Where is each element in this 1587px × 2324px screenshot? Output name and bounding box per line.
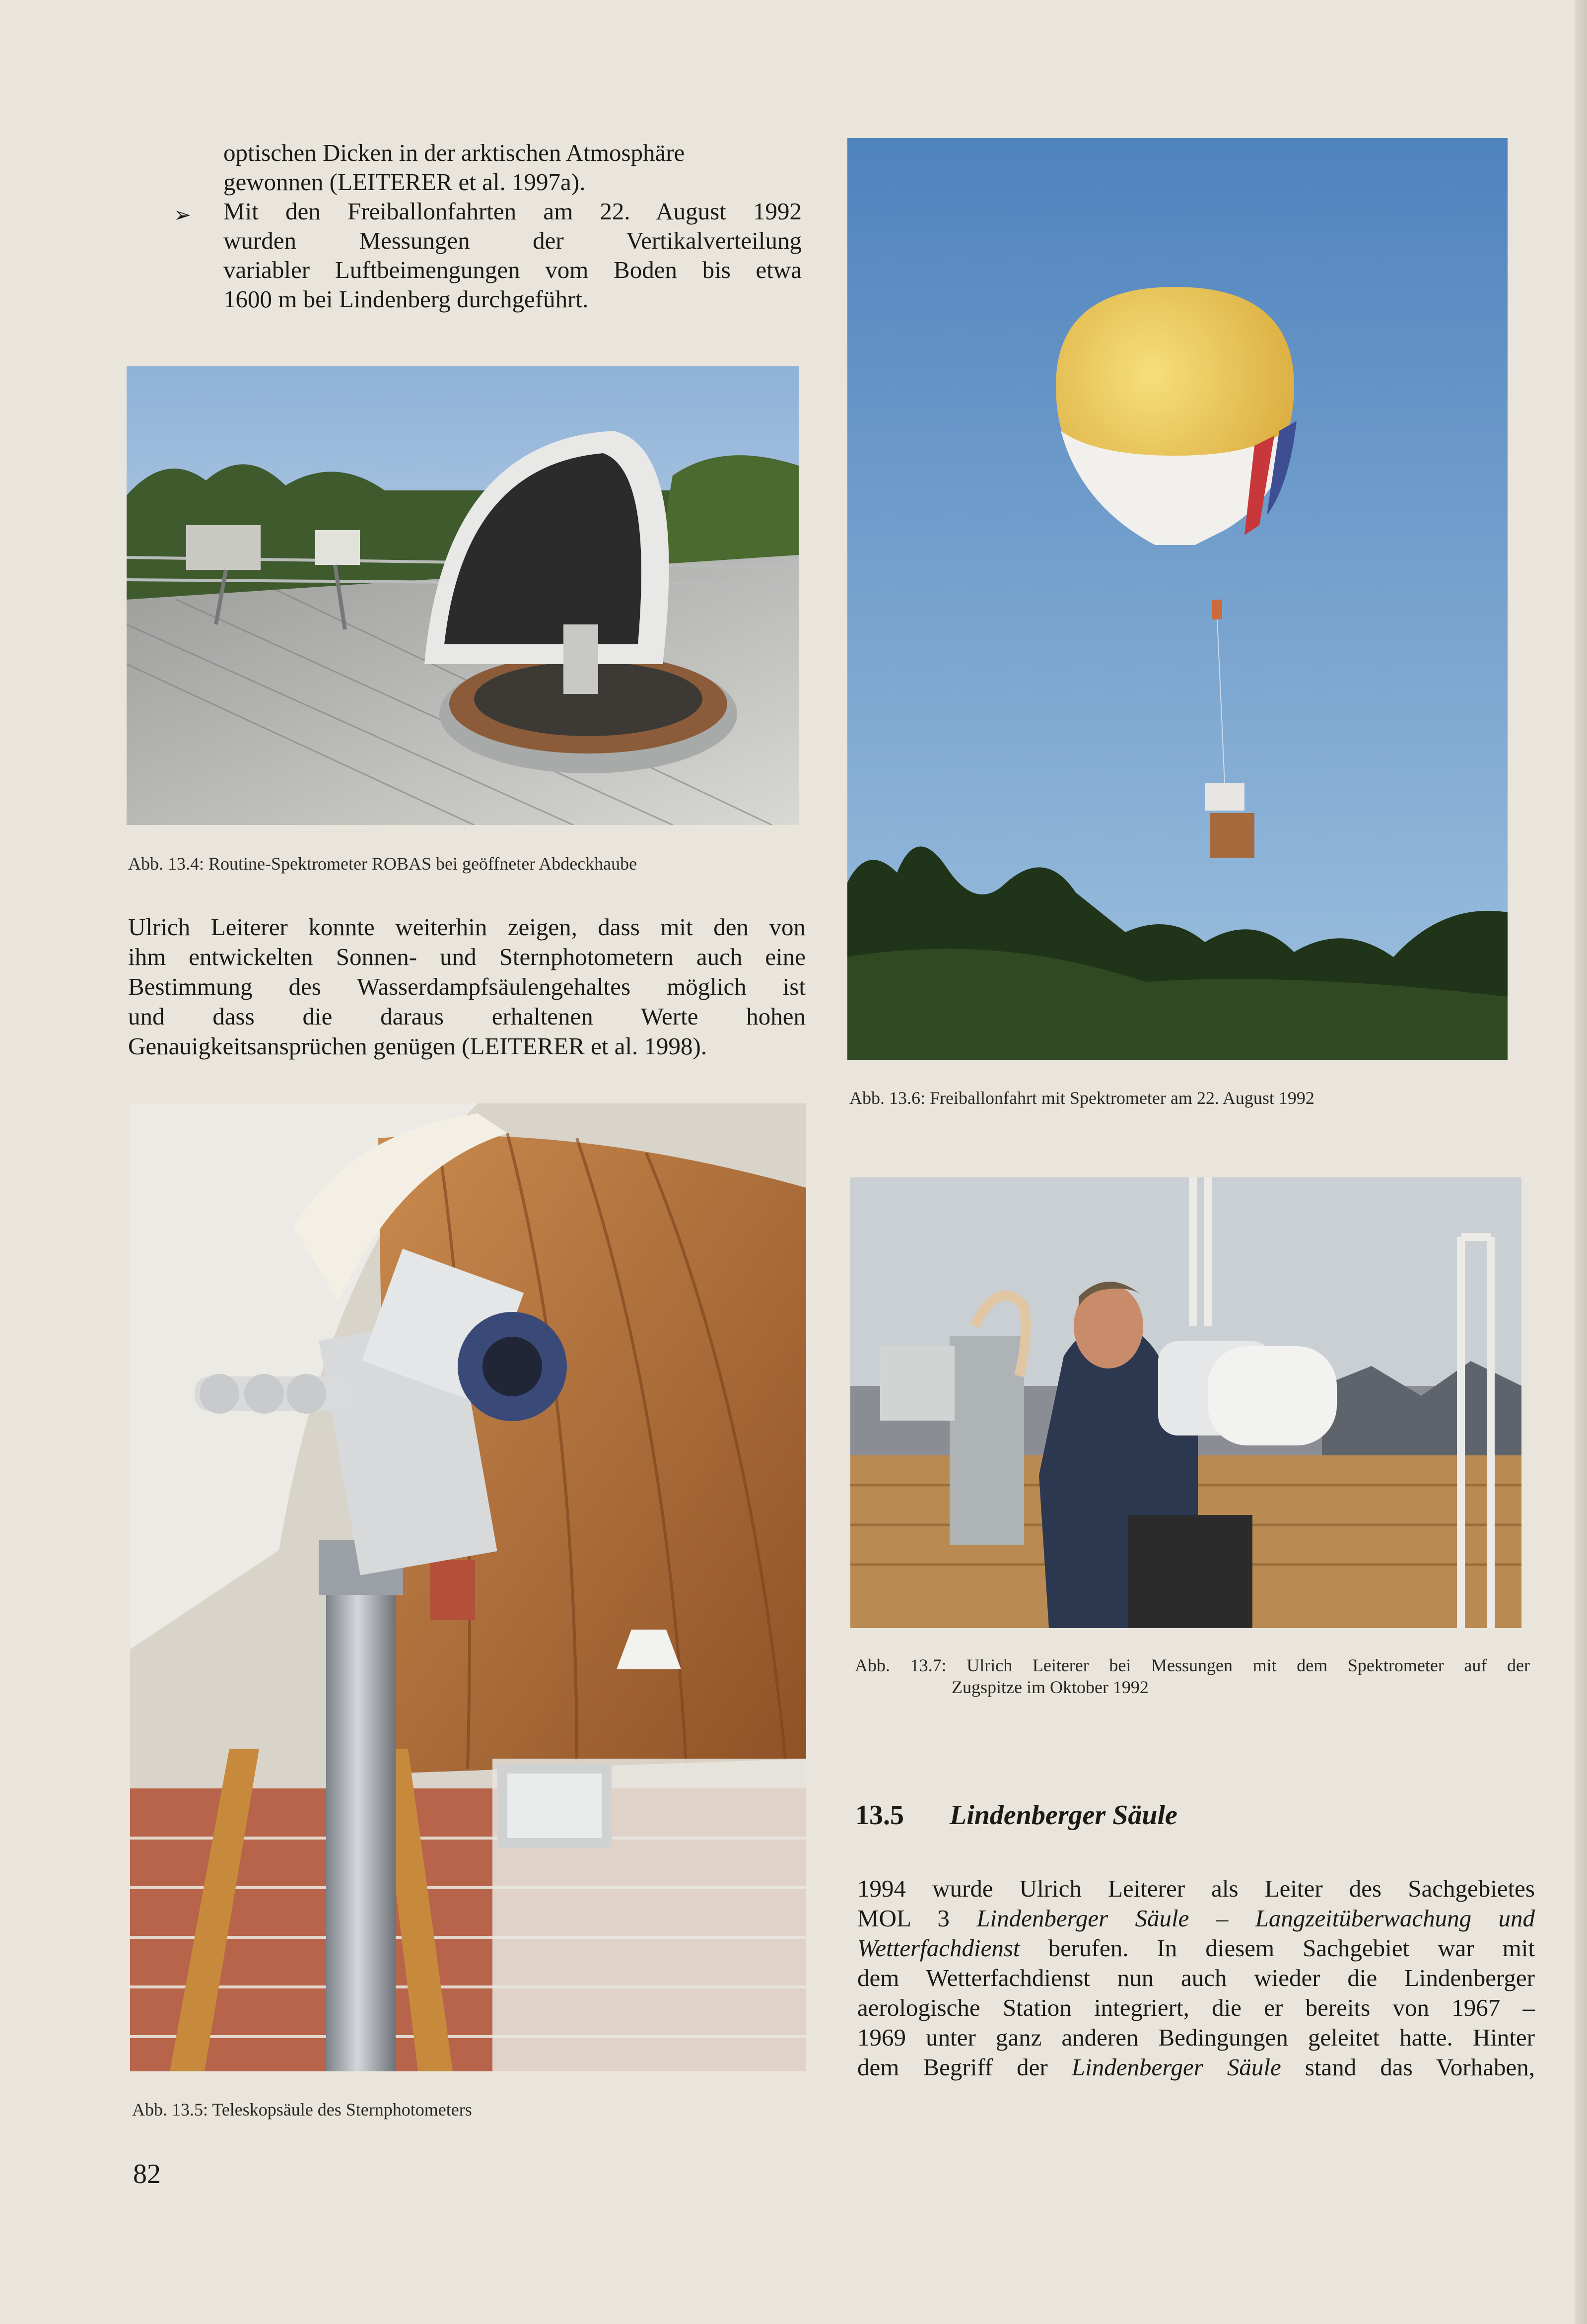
bullet-marker: ➢ <box>174 203 192 227</box>
text-run: dem Begriff der <box>857 2053 1072 2081</box>
text-run: berufen. In diesem Sachgebiet war mit <box>1020 1934 1535 1962</box>
page-number: 82 <box>133 2159 161 2189</box>
caption-fig-13-7 <box>855 1654 1530 1698</box>
paragraph-line: dem Wetterfachdienst nun auch wieder die Lindenberger <box>857 1964 1535 1991</box>
paragraph-lindenberger-saeule <box>857 1874 1535 2082</box>
paragraph-line: aerologische Station integriert, die er bereits von 1967 – <box>857 1994 1535 2021</box>
paragraph-line: 1994 wurde Ulrich Leiterer als Leiter des Sachgebietes <box>857 1875 1535 1902</box>
photo-telescope-column <box>130 1103 806 2071</box>
bullet-line: 1600 m bei Lindenberg durchgeführt. <box>223 285 589 313</box>
bullet-item <box>223 197 802 314</box>
bullet-line: Mit den Freiballonfahrten am 22. August 1992 <box>223 198 802 225</box>
photo-leiterer-zugspitze <box>850 1177 1521 1628</box>
paragraph-line: ihm entwickelten Sonnen- und Sternphotometern auch eine <box>128 943 806 970</box>
section-heading <box>855 1799 1177 1831</box>
text-run-italic: Wetterfachdienst <box>857 1934 1020 1962</box>
paragraph-line <box>857 1933 1535 1963</box>
caption-fig-13-6: Abb. 13.6: Freiballonfahrt mit Spektrometer am 22. August 1992 <box>849 1088 1314 1108</box>
paragraph-line <box>857 1904 1535 1933</box>
intro-line: optischen Dicken in der arktischen Atmosphäre <box>223 139 685 166</box>
page-edge <box>1575 0 1587 2324</box>
paragraph-water-vapour <box>128 912 806 1061</box>
text-run: MOL 3 <box>857 1905 977 1932</box>
paragraph-line: Ulrich Leiterer konnte weiterhin zeigen, dass mit den von <box>128 913 806 941</box>
section-title: Lindenberger Säule <box>950 1800 1177 1831</box>
paragraph-line: Genauigkeitsansprüchen genügen (LEITERER et al. 1998). <box>128 1032 707 1060</box>
bullet-line: wurden Messungen der Vertikalverteilung <box>223 227 802 254</box>
caption-fig-13-7-line2: Zugspitze im Oktober 1992 <box>952 1677 1149 1697</box>
text-run-italic: Lindenberger Säule <box>1071 2053 1281 2081</box>
photo-free-balloon <box>847 138 1508 1060</box>
paragraph-line: 1969 unter ganz anderen Bedingungen geleitet hatte. Hinter <box>857 2024 1535 2051</box>
intro-text <box>171 138 802 197</box>
caption-fig-13-5: Abb. 13.5: Teleskopsäule des Sternphotometers <box>132 2100 472 2119</box>
text-run-italic: Lindenberger Säule – Langzeitüberwachung und <box>976 1905 1535 1932</box>
caption-fig-13-4: Abb. 13.4: Routine-Spektrometer ROBAS bei geöffneter Abdeckhaube <box>128 854 637 874</box>
paragraph-line: und dass die daraus erhaltenen Werte hohen <box>128 1003 806 1030</box>
caption-fig-13-7-line1: Abb. 13.7: Ulrich Leiterer bei Messungen mit dem Spektrometer auf der <box>855 1655 1530 1675</box>
bullet-line: variabler Luftbeimengungen vom Boden bis etwa <box>223 256 802 283</box>
section-number: 13.5 <box>855 1800 904 1831</box>
paragraph-line <box>857 2052 1535 2082</box>
paragraph-line: Bestimmung des Wasserdampfsäulengehaltes möglich ist <box>128 973 806 1000</box>
photo-robas-spectrometer <box>127 366 799 825</box>
text-run: stand das Vorhaben, <box>1281 2053 1535 2081</box>
intro-line: gewonnen (LEITERER et al. 1997a). <box>223 168 586 196</box>
